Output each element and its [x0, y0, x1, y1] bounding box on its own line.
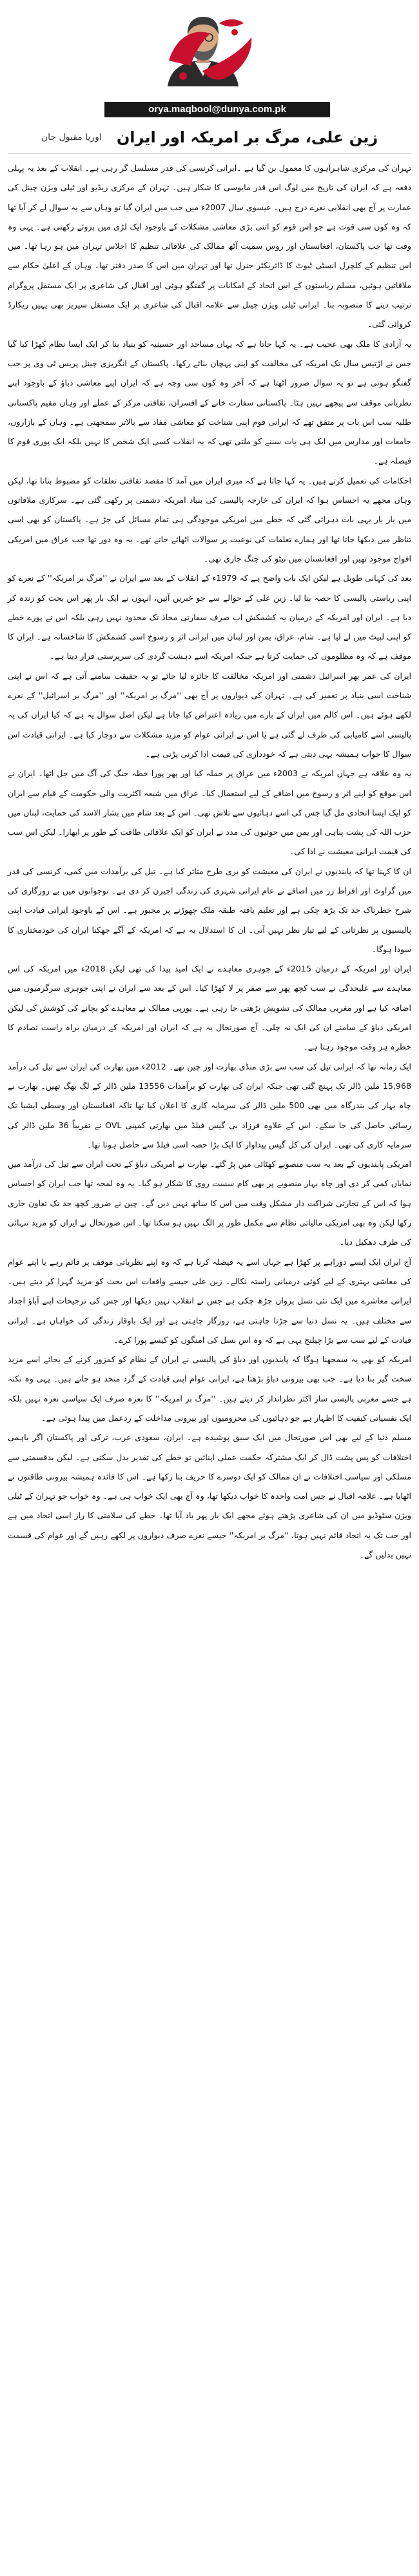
article-paragraph: بعد کی کہانی طویل ہے لیکن ایک بات واضح ہے کہ 1979ء کے انقلاب کے بعد سے ایران نے ''مرگ بر امریکہ'' کے نعرے کو اپنی ریاستی پالیسی کا حصہ بنا لیا۔ زین علی کے حوالے سے جو خبریں آئیں، انہوں نے ایک بار پھر اس بحث کو زندہ کر دیا ہے۔ ایران اور امریکہ کے درمیان یہ کشمکش اب صرف سفارتی محاذ تک محدود نہیں رہی بلکہ اس نے پورے خطے کو اپنی لپیٹ میں لے لیا ہے۔ شام، عراق، یمن اور لبنان میں ایرانی اثر و رسوخ اسی کشمکش کا شاخسانہ ہے۔ ایران کا موقف ہے کہ وہ مظلوموں کی حمایت کرتا ہے جبکہ امریکہ اسے دہشت گردی کی سرپرستی قرار دیتا ہے۔	[8, 573, 412, 661]
article-paragraph: ایک زمانہ تھا کہ ایرانی تیل کی سب سے بڑی منڈی بھارت اور چین تھے۔ 2012ء میں بھارت کی ایران سے تیل کی درآمد 15,968 ملین ڈالر تک پہنچ گئی تھی جبکہ ایران کی بھارت کو برآمدات 13556 ملین ڈالر کے لگ بھگ تھیں۔ بھارت نے چاہ بہار کی بندرگاہ میں بھی 500 ملین ڈالر کی سرمایہ کاری کا اعلان کیا تھا تاکہ افغانستان اور وسطی ایشیا تک رسائی حاصل کی جا سکے۔ اس کے علاوہ فرزاد بی گیس فیلڈ میں بھارتی کمپنی OVL نے تقریباً 36 ملین ڈالر کی سرمایہ کاری کی تھی۔ ایران کی کل گیس پیداوار کا ایک بڑا حصہ اسی فیلڈ سے حاصل ہونا تھا۔	[8, 1061, 412, 1149]
article-paragraph: ایران اور امریکہ کے درمیان 2015ء کے جوہری معاہدے نے ایک امید پیدا کی تھی لیکن 2018ء میں امریکہ کی اس معاہدے سے علیحدگی نے سب کچھ پھر سے صفر پر لا کھڑا کیا۔ اس کے بعد سے ایران نے اپنی جوہری سرگرمیوں میں اضافہ کیا ہے اور مغربی ممالک کی تشویش بڑھتی جا رہی ہے۔ یورپی ممالک نے معاہدے کو بچانے کی کوشش کی لیکن امریکی دباؤ کے سامنے ان کی ایک نہ چلی۔ آج صورتحال یہ ہے کہ ایران اور امریکہ کے درمیان براہ راست تصادم کا خطرہ ہر وقت موجود رہتا ہے۔	[8, 964, 412, 1052]
author-email[interactable]: orya.maqbool@dunya.com.pk	[104, 102, 330, 117]
logo-mark	[157, 9, 260, 88]
article-paragraph: تہران کی مرکزی شاہراہوں کا معمول بن گیا ہے ۔ایرانی کرنسی کی قدر مسلسل گر رہی ہے۔ انقلاب کے بعد یہ پہلی دفعہ ہے کہ ایران کی تاریخ میں لوگ اس قدر مایوسی کا شکار ہیں۔ تہران کے مرکزی ریڈیو اور ٹیلی ویژن چینل کی عمارت پر آج بھی انقلابی نعرے درج ہیں۔ عیسوی سال 2007ء میں جب میں ایران گیا تو وہاں سے یہ سوال لے کر آیا تھا کہ وہ کون سی قوت ہے جو اس قوم کو اتنی بڑی معاشی مشکلات کے باوجود ایک لڑی میں پروئے رکھتی ہے۔ یہی وہ وقت تھا جب پاکستان، افغانستان اور روس سمیت آٹھ ممالک کی علاقائی تنظیم کا اجلاس تہران میں ہو رہا تھا۔ میں اس تنظیم کے کلچرل انسٹی ٹیوٹ کا ڈائریکٹر جنرل تھا اور تہران میں اس کا صدر دفتر تھا۔ وہاں کے اعلیٰ حکام سے ملاقاتیں ہوئیں، مسلم ریاستوں کے اس اتحاد کے امکانات پر گفتگو ہوئی اور اقبال کی شاعری پر ایک مستقل پروگرام ترتیب دینے کا منصوبہ بنا۔ ایرانی ٹیلی ویژن چینل سے علامہ اقبال کی شاعری پر ایک مستقل سیریز بھی یہیں ریکارڈ کروائی گئی۔	[8, 163, 411, 329]
article-body	[8, 159, 411, 1565]
article-paragraph: مسلم دنیا کے لیے بھی اس صورتحال میں ایک سبق پوشیدہ ہے۔ ایران، سعودی عرب، ترکی اور پاکستان اگر باہمی اختلافات کو پس پشت ڈال کر ایک مشترکہ حکمت عملی اپنائیں تو خطے کی تقدیر بدل سکتی ہے۔ لیکن بدقسمتی سے مسلکی اور سیاسی اختلافات نے ان ممالک کو ایک دوسرے کا حریف بنا رکھا ہے۔ اس کا فائدہ ہمیشہ بیرونی طاقتوں نے اٹھایا ہے۔ علامہ اقبال نے جس امت واحدہ کا خواب دیکھا تھا، وہ آج بھی ایک خواب ہی ہے۔ وہ خواب جو تہران کے ٹیلی ویژن سٹوڈیو میں ان کی شاعری پڑھتے ہوئے مجھے ایک بار پھر یاد آیا تھا۔ خطے کی سلامتی کا راز اسی اتحاد میں ہے اور جب تک یہ اتحاد قائم نہیں ہوتا، ''مرگ بر امریکہ'' جیسے نعرے صرف دیواروں پر لکھے رہیں گے اور عوام کی قسمت نہیں بدلیں گے۔	[8, 1432, 411, 1560]
logo-dot-2	[231, 29, 238, 35]
article-paragraph: ایران کی عمر بھر اسرائیل دشمنی اور امریکہ مخالفت کا جائزہ لیا جائے تو یہ حقیقت سامنے آتی ہے کہ اس نے اپنی شناخت اسی بنیاد پر تعمیر کی ہے۔ تہران کی دیواروں پر آج بھی ''مرگ بر امریکہ'' اور ''مرگ بر اسرائیل'' کے نعرے لکھے ہوئے ہیں۔ اس کالم میں ایران کے بارے میں زیادہ اعتراض کیا جاتا ہے لیکن اصل سوال یہ ہے کہ کیا ایران کی یہ پالیسی اسے کامیابی کی طرف لے گئی ہے یا اس نے ایرانی عوام کو مزید مشکلات سے دوچار کیا ہے۔ ایرانی قیادت اس سوال کا جواب ہمیشہ یہی دیتی ہے کہ خودداری کی قیمت ادا کرنی پڑتی ہے۔	[8, 670, 411, 759]
dunya-logo	[157, 9, 260, 88]
article-headline: زین علی، مرگ بر امریکہ اور ایران	[116, 128, 378, 146]
logo-stroke-2	[202, 37, 251, 80]
article-paragraph: امریکہ کو بھی یہ سمجھنا ہوگا کہ پابندیوں اور دباؤ کی پالیسی نے ایران کے نظام کو کمزور کرنے کے بجائے اسے مزید سخت گیر بنا دیا ہے۔ جب بھی بیرونی دباؤ بڑھتا ہے، ایرانی عوام اپنی قیادت کے گرد متحد ہو جاتے ہیں۔ یہی وہ نکتہ ہے جسے مغربی پالیسی ساز اکثر نظرانداز کر دیتے ہیں۔ ''مرگ بر امریکہ'' کا نعرہ صرف ایک سیاسی نعرہ نہیں بلکہ ایک نفسیاتی کیفیت کا اظہار ہے جو دہائیوں کی محرومیوں اور بیرونی مداخلت کے ردعمل میں پیدا ہوئی ہے۔	[8, 1354, 411, 1423]
header-divider	[8, 153, 411, 154]
headline-row	[8, 126, 411, 150]
article-paragraph: یہ وہ علاقہ ہے جہاں امریکہ نے 2003ء میں عراق پر حملہ کیا اور پھر پورا خطہ جنگ کی آگ میں جل اٹھا۔ ایران نے اس موقع کو اپنے اثر و رسوخ میں اضافے کے لیے استعمال کیا۔ عراق میں شیعہ اکثریت والی حکومت کے قیام سے ایران کو ایک ایسا اتحادی مل گیا جس کی اسے دہائیوں سے تلاش تھی۔ اس کے بعد شام میں بشار الاسد کی حمایت، لبنان میں حزب اللہ کی پشت پناہی اور یمن میں حوثیوں کی مدد نے ایران کو ایک علاقائی طاقت کے طور پر ابھارا۔ لیکن اس سب کی قیمت ایرانی معیشت نے ادا کی۔	[8, 768, 411, 857]
article-paragraph: آج ایران ایک ایسے دوراہے پر کھڑا ہے جہاں اسے یہ فیصلہ کرنا ہے کہ وہ اپنے نظریاتی موقف پر قائم رہے یا اپنے عوام کی معاشی بہتری کے لیے کوئی درمیانی راستہ نکالے۔ زین علی جیسے واقعات اس بحث کو مزید گہرا کر دیتے ہیں۔ ایرانی معاشرے میں ایک نئی نسل پروان چڑھ چکی ہے جس نے انقلاب نہیں دیکھا اور جس کی ترجیحات اپنے آباؤ اجداد سے مختلف ہیں۔ یہ نسل دنیا سے جڑنا چاہتی ہے، روزگار چاہتی ہے اور ایک باوقار زندگی کی خواہاں ہے۔ ایرانی قیادت کے لیے سب سے بڑا چیلنج یہی ہے کہ وہ اس نسل کی امنگوں کو کیسے پورا کرے۔	[8, 1256, 411, 1345]
article-paragraph: یہ آزادی کا ملک بھی عجیب ہے۔ یہ کہا جاتا ہے کہ یہاں مساجد اور حسینیہ کو بنیاد بنا کر ایک ایسا نظام کھڑا کیا گیا جس نے اڑتیس سال تک امریکہ کی مخالفت کو اپنی پہچان بنائے رکھا۔ پاکستان کے انگریزی چینل پریس ٹی وی پر جب گفتگو ہوتی ہے تو یہ سوال ضرور اٹھتا ہے کہ آخر وہ کون سی وجہ ہے کہ ایران اپنے معاشی دباؤ کے باوجود اپنے نظریاتی موقف سے پیچھے نہیں ہٹا۔ پاکستانی سفارت خانے کے افسران، ثقافتی مرکز کے عملے اور وہاں مقیم پاکستانی طلبہ سب اس بات پر متفق تھے کہ ایرانی قوم اپنی شناخت کو معاشی مفاد سے بالاتر سمجھتی ہے۔ وہاں کے بازاروں، جامعات اور مدارس میں ایک ہی بات سننے کو ملتی تھی کہ یہ انقلاب کسی ایک شخص کا نہیں بلکہ ایک پوری قوم کا فیصلہ ہے۔	[8, 338, 411, 466]
article-paragraph: ان کا کہنا تھا کہ پابندیوں نے ایران کی معیشت کو بری طرح متاثر کیا ہے۔ تیل کی برآمدات میں کمی، کرنسی کی قدر میں گراوٹ اور افراط زر میں اضافے نے عام ایرانی شہری کی زندگی اجیرن کر دی ہے۔ نوجوانوں میں بے روزگاری کی شرح خطرناک حد تک بڑھ چکی ہے اور تعلیم یافتہ طبقہ ملک چھوڑنے پر مجبور ہے۔ اس کے باوجود ایرانی قیادت اپنی پالیسیوں پر نظرثانی کے لیے تیار نظر نہیں آتی۔ ان کا استدلال یہ ہے کہ امریکہ کے آگے جھکنا ایران کی خودمختاری کا سودا ہوگا۔	[8, 866, 411, 954]
author-byline: اوریا مقبول جان	[41, 132, 102, 142]
article-paragraph: احکامات کی تعمیل کرتے ہیں۔ یہ کہا جاتا ہے کہ میری ایران میں آمد کا مقصد ثقافتی تعلقات کو مضبوط بنانا تھا، لیکن وہاں مجھے یہ احساس ہوا کہ ایران کی خارجہ پالیسی کی بنیاد امریکہ دشمنی پر رکھی گئی ہے۔ سرکاری ملاقاتوں میں بار بار یہی بات دہرائی گئی کہ خطے میں امریکی موجودگی ہی تمام مسائل کی جڑ ہے۔ پاکستان کو بھی اسی تناظر میں دیکھا جاتا تھا اور ہمارے تعلقات کی نوعیت پر سوالات اٹھائے جاتے تھے۔ یہ وہ دور تھا جب عراق میں امریکی افواج موجود تھیں اور افغانستان میں نیٹو کی جنگ جاری تھی۔	[8, 475, 411, 563]
logo-stroke-1	[169, 32, 210, 66]
column-header	[8, 0, 411, 148]
logo-dot-1	[179, 72, 187, 80]
logo-stroke-3	[219, 19, 244, 26]
article-paragraph: امریکی پابندیوں کے بعد یہ سب منصوبے کھٹائی میں پڑ گئے۔ بھارت نے امریکی دباؤ کے تحت ایران سے تیل کی درآمد میں نمایاں کمی کر دی اور چاہ بہار منصوبے پر بھی کام سست روی کا شکار ہو گیا۔ یہ وہ لمحہ تھا جب ایران کو احساس ہوا کہ اس کے تجارتی شراکت دار مشکل وقت میں اس کا ساتھ نہیں دیں گے۔ چین نے ضرور کچھ حد تک تعاون جاری رکھا لیکن وہ بھی امریکی مالیاتی نظام سے مکمل طور پر الگ نہیں ہو سکتا تھا۔ اس صورتحال نے ایران کو مزید تنہائی کی طرف دھکیل دیا۔	[8, 1159, 411, 1247]
